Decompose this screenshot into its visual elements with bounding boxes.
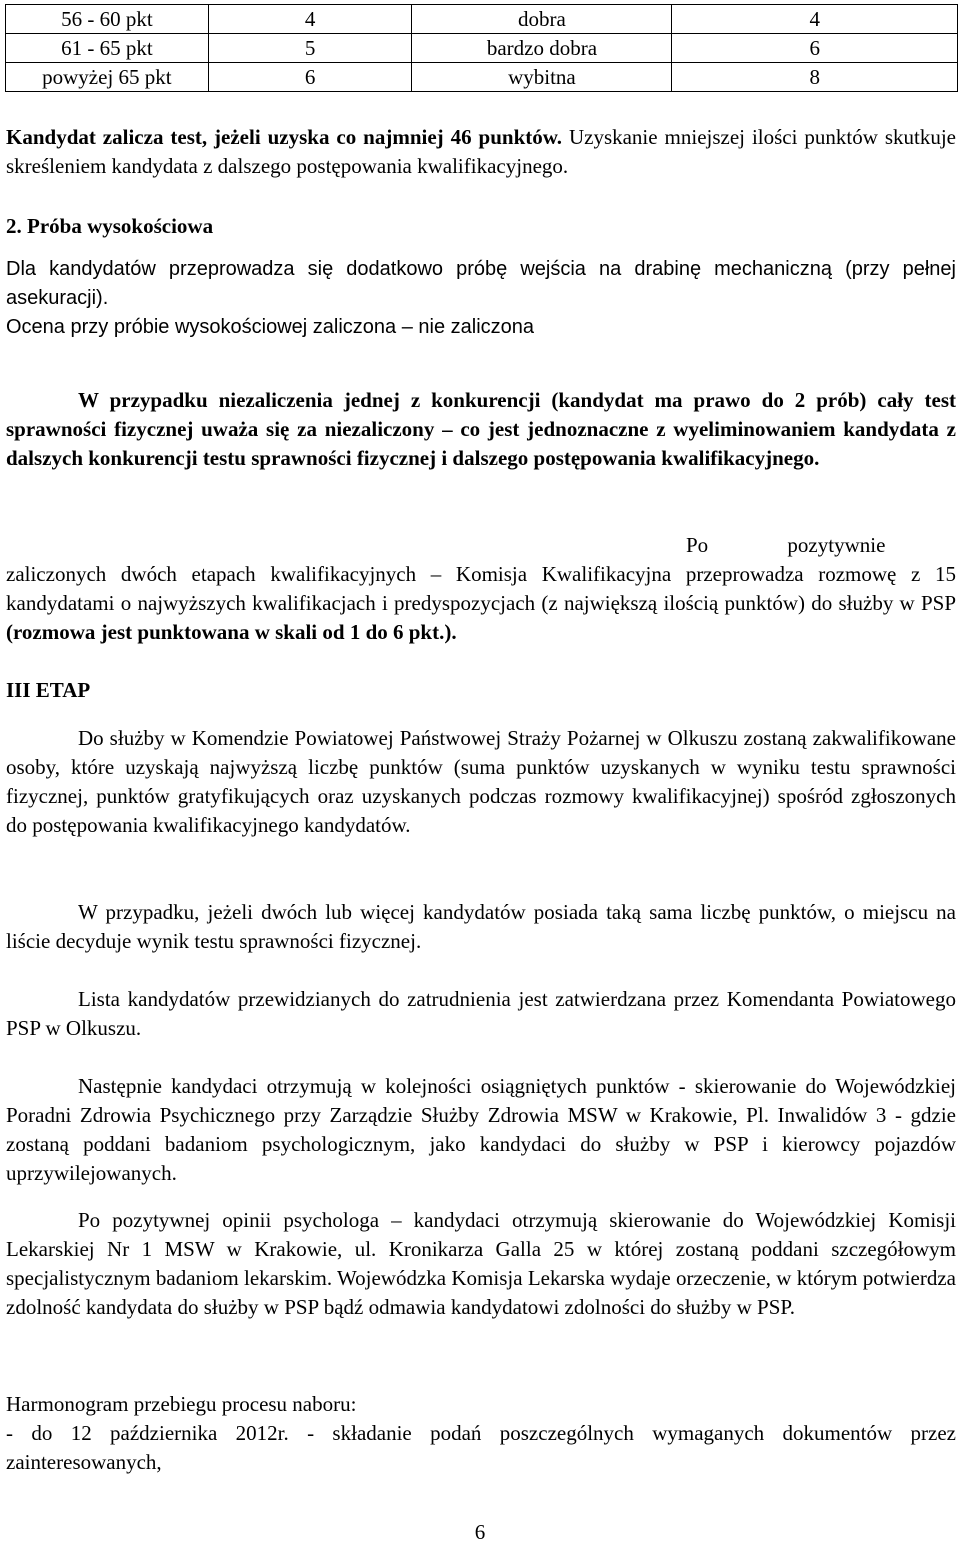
schedule-item: - do 12 października 2012r. - składanie podań poszczególnych wymaganych dokumentów przez zainteresowanych, [6, 1421, 956, 1474]
fail-rule-paragraph: W przypadku niezaliczenia jednej z konkurencji (kandydat ma prawo do 2 prób) cały test sprawności fizycznej uważa się za niezaliczony – co jest jednoznaczne z wyeliminowaniem kandydata z dalszych konkurencji testu sprawności fizycznej i dalszego postępowania kwalifikacyjnego. [6, 388, 956, 470]
schedule-heading: Harmonogram przebiegu procesu naboru: [6, 1392, 357, 1416]
table-cell: 56 - 60 pkt [6, 5, 209, 34]
height-test-rating: Ocena przy próbie wysokościowej zaliczona – nie zaliczona [6, 316, 535, 338]
table-cell: 61 - 65 pkt [6, 34, 209, 63]
table-row [6, 63, 958, 92]
stage3-heading: III ETAP [6, 678, 91, 702]
height-test-description: Dla kandydatów przeprowadza się dodatkowo próbę wejścia na drabinę mechaniczną (przy pełnej asekuracji). [6, 258, 956, 309]
table-cell: powyżej 65 pkt [6, 63, 209, 92]
stage3-paragraph-3: Lista kandydatów przewidzianych do zatrudnienia jest zatwierdzana przez Komendanta Powiatowego PSP w Olkuszu. [6, 987, 956, 1040]
pass-rule-bold: Kandydat zalicza test, jeżeli uzyska co najmniej 46 punktów. [6, 125, 563, 149]
table-cell: 4 [208, 5, 412, 34]
table-cell: bardzo dobra [412, 34, 672, 63]
pass-rule-paragraph [6, 123, 956, 181]
table-cell: 6 [672, 34, 958, 63]
stage3-paragraph-2: W przypadku, jeżeli dwóch lub więcej kandydatów posiada taką sama liczbę punktów, o miejscu na liście decyduje wynik testu sprawności fizycznej. [6, 900, 956, 953]
interview-text: zaliczonych dwóch etapach kwalifikacyjnych – Komisja Kwalifikacyjna przeprowadza rozmowę z 15 kandydatami o najwyższych kwalifikacjach i predyspozycjach (z największą ilością punktów) do służby w PSP [6, 562, 956, 615]
score-table [5, 4, 958, 92]
table-cell: 6 [208, 63, 412, 92]
stage3-paragraph-4: Następnie kandydaci otrzymują w kolejności osiągniętych punktów - skierowanie do Wojewódzkiej Poradni Zdrowia Psychicznego przy Zarządzie Służby Zdrowia MSW w Krakowie, Pl. Inwalidów 3 - gdzie zostaną poddani badaniom psychologicznym, jako kandydaci do służby w PSP i kierowcy pojazdów uprzywilejowanych. [6, 1074, 956, 1185]
table-cell: 4 [672, 5, 958, 34]
stage3-paragraph-5: Po pozytywnej opinii psychologa – kandydaci otrzymują skierowanie do Wojewódzkiej Komisji Lekarskiej Nr 1 MSW w Krakowie, ul. Kronikarza Galla 25 w której zostaną poddani szczegółowym specjalistycznym badaniom lekarskim. Wojewódzka Komisja Lekarska wydaje orzeczenie, w którym potwierdza zdolność kandydata do służby w PSP bądź odmawia kandydatowi zdolności do służby w PSP. [6, 1208, 956, 1319]
table-cell: 5 [208, 34, 412, 63]
table-cell: wybitna [412, 63, 672, 92]
table-row [6, 5, 958, 34]
table-cell: dobra [412, 5, 672, 34]
pass-rule-text: Uzyskanie mniejszej ilości punktów skutkuje skreśleniem kandydata z dalszego postępowania kwalifikacyjnego. [6, 125, 956, 178]
interview-first-line: Po pozytywnie [686, 533, 886, 557]
height-test-heading: 2. Próba wysokościowa [6, 214, 214, 238]
table-cell: 8 [672, 63, 958, 92]
stage3-paragraph-1: Do służby w Komendzie Powiatowej Państwowej Straży Pożarnej w Olkuszu zostaną zakwalifikowane osoby, które uzyskają najwyższą liczbę punktów (suma punktów uzyskanych w wyniku testu sprawności fizycznej, punktów gratyfikujących oraz uzyskanych podczas rozmowy kwalifikacyjnej) spośród zgłoszonych do postępowania kwalifikacyjnego kandydatów. [6, 726, 956, 837]
interview-bold: (rozmowa jest punktowana w skali od 1 do 6 pkt.). [6, 620, 457, 644]
interview-paragraph [6, 560, 956, 647]
table-row [6, 34, 958, 63]
page-number: 6 [474, 1520, 486, 1544]
